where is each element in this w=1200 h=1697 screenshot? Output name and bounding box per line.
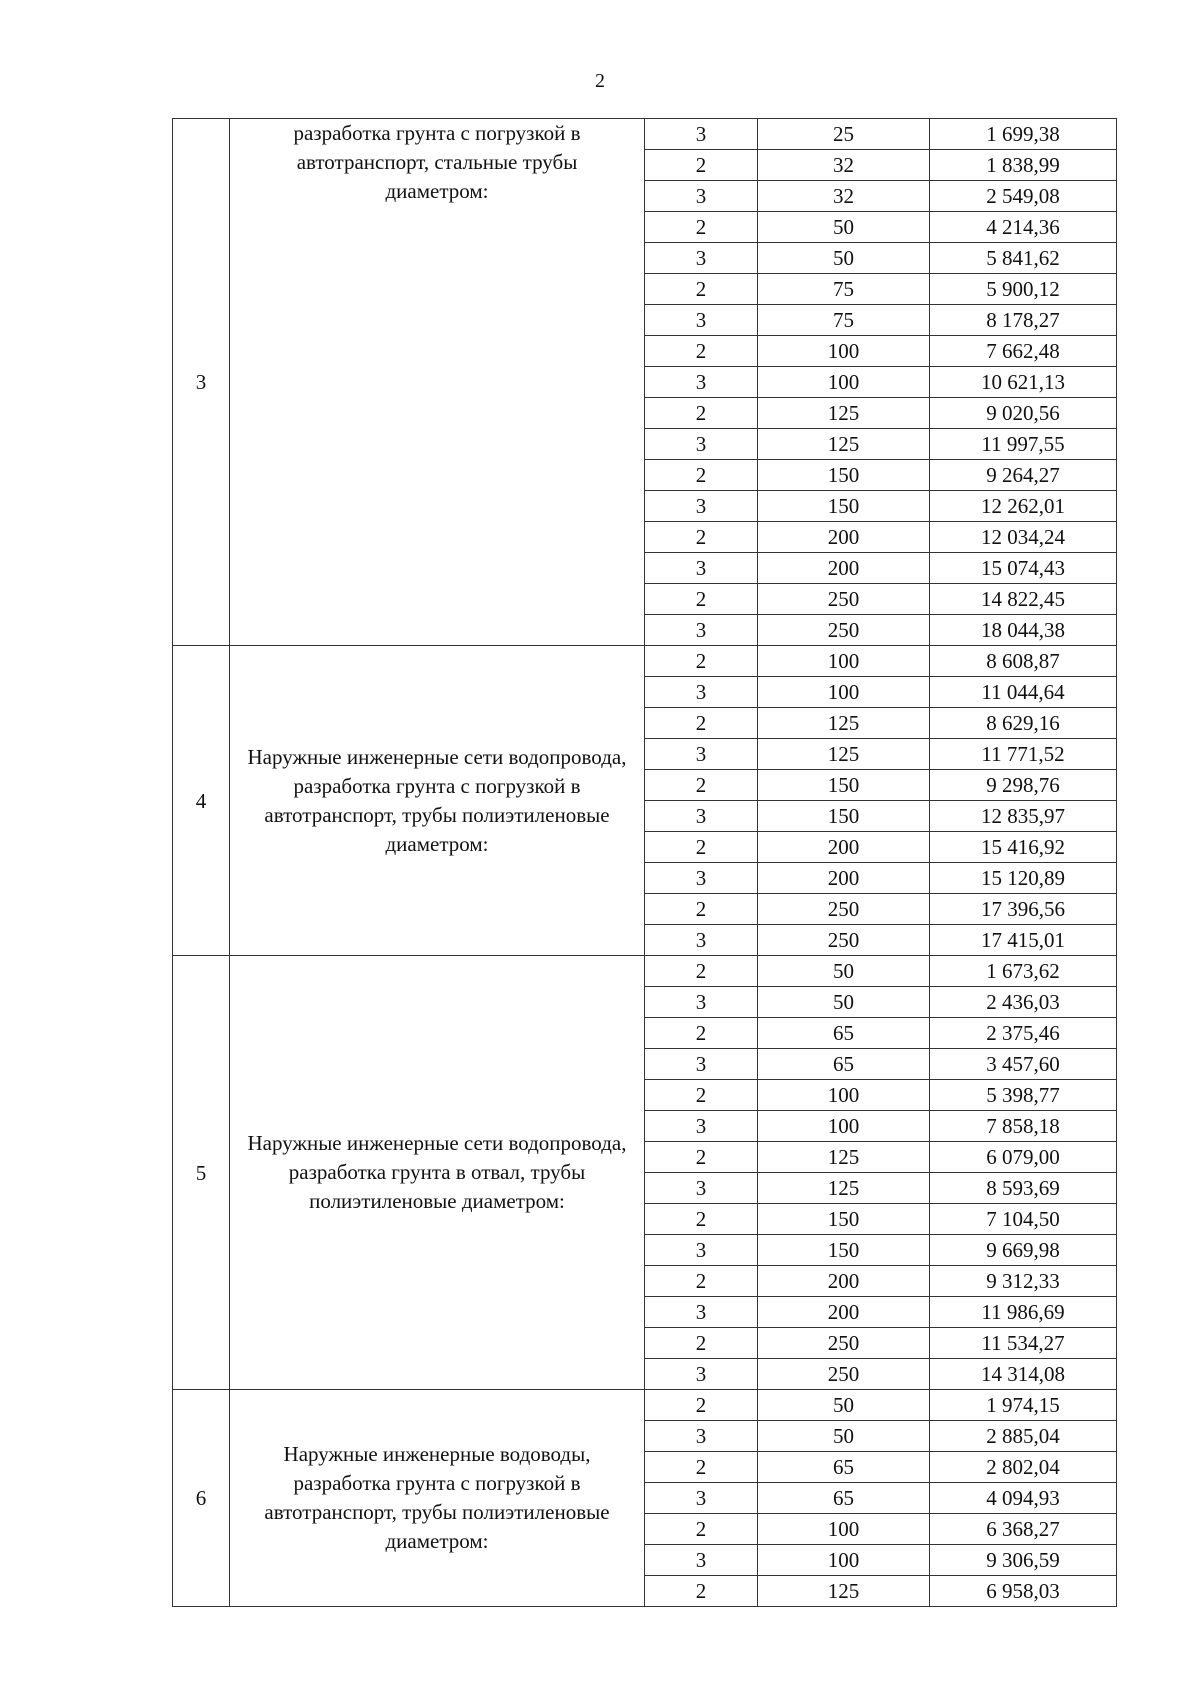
price-cell: 15 074,43 (930, 553, 1117, 584)
pipe-diameter-cell: 100 (758, 367, 930, 398)
price-cell: 5 398,77 (930, 1080, 1117, 1111)
soil-category-cell: 2 (645, 1514, 758, 1545)
price-cell: 8 593,69 (930, 1173, 1117, 1204)
section-number: 6 (173, 1390, 230, 1607)
pipe-diameter-cell: 200 (758, 522, 930, 553)
pipe-diameter-cell: 250 (758, 894, 930, 925)
price-cell: 1 838,99 (930, 150, 1117, 181)
price-cell: 11 986,69 (930, 1297, 1117, 1328)
price-cell: 4 214,36 (930, 212, 1117, 243)
table-row (173, 956, 1117, 987)
price-cell: 9 312,33 (930, 1266, 1117, 1297)
table-row (173, 119, 1117, 150)
soil-category-cell: 2 (645, 460, 758, 491)
soil-category-cell: 3 (645, 801, 758, 832)
soil-category-cell: 2 (645, 1142, 758, 1173)
pipe-diameter-cell: 250 (758, 1359, 930, 1390)
pipe-diameter-cell: 100 (758, 1111, 930, 1142)
price-cell: 11 044,64 (930, 677, 1117, 708)
section-description: Наружные инженерные водоводы, разработка грунта с погрузкой в автотранспорт, трубы полиэтиленовые диаметром: (230, 1390, 645, 1607)
soil-category-cell: 3 (645, 863, 758, 894)
soil-category-cell: 2 (645, 894, 758, 925)
pipe-diameter-cell: 200 (758, 863, 930, 894)
price-cell: 6 368,27 (930, 1514, 1117, 1545)
pipe-diameter-cell: 65 (758, 1018, 930, 1049)
section-description: Наружные инженерные сети водопровода, разработка грунта в отвал, трубы полиэтиленовые диаметром: (230, 956, 645, 1390)
price-cell: 4 094,93 (930, 1483, 1117, 1514)
price-cell: 14 822,45 (930, 584, 1117, 615)
soil-category-cell: 2 (645, 274, 758, 305)
price-cell: 15 120,89 (930, 863, 1117, 894)
pipe-diameter-cell: 125 (758, 1173, 930, 1204)
price-cell: 10 621,13 (930, 367, 1117, 398)
soil-category-cell: 2 (645, 1266, 758, 1297)
price-cell: 9 306,59 (930, 1545, 1117, 1576)
soil-category-cell: 2 (645, 212, 758, 243)
price-cell: 17 415,01 (930, 925, 1117, 956)
pipe-diameter-cell: 150 (758, 1235, 930, 1266)
price-cell: 12 034,24 (930, 522, 1117, 553)
pipe-diameter-cell: 75 (758, 274, 930, 305)
price-cell: 18 044,38 (930, 615, 1117, 646)
soil-category-cell: 3 (645, 243, 758, 274)
soil-category-cell: 3 (645, 429, 758, 460)
price-cell: 17 396,56 (930, 894, 1117, 925)
price-cell: 5 841,62 (930, 243, 1117, 274)
soil-category-cell: 2 (645, 708, 758, 739)
soil-category-cell: 3 (645, 987, 758, 1018)
pipe-diameter-cell: 150 (758, 491, 930, 522)
price-cell: 7 104,50 (930, 1204, 1117, 1235)
table-row (173, 1390, 1117, 1421)
pipe-diameter-cell: 250 (758, 615, 930, 646)
soil-category-cell: 2 (645, 584, 758, 615)
soil-category-cell: 2 (645, 1390, 758, 1421)
soil-category-cell: 2 (645, 150, 758, 181)
pipe-diameter-cell: 32 (758, 150, 930, 181)
soil-category-cell: 3 (645, 1173, 758, 1204)
price-cell: 12 262,01 (930, 491, 1117, 522)
pipe-diameter-cell: 100 (758, 646, 930, 677)
price-cell: 11 534,27 (930, 1328, 1117, 1359)
soil-category-cell: 3 (645, 925, 758, 956)
pipe-diameter-cell: 125 (758, 1142, 930, 1173)
pipe-diameter-cell: 150 (758, 770, 930, 801)
price-cell: 2 885,04 (930, 1421, 1117, 1452)
soil-category-cell: 2 (645, 1576, 758, 1607)
price-cell: 15 416,92 (930, 832, 1117, 863)
soil-category-cell: 3 (645, 1359, 758, 1390)
soil-category-cell: 3 (645, 1421, 758, 1452)
price-cell: 1 699,38 (930, 119, 1117, 150)
price-cell: 7 662,48 (930, 336, 1117, 367)
rates-table-body (173, 119, 1117, 1607)
pipe-diameter-cell: 125 (758, 739, 930, 770)
pipe-diameter-cell: 100 (758, 677, 930, 708)
section-number: 4 (173, 646, 230, 956)
soil-category-cell: 3 (645, 739, 758, 770)
price-cell: 2 436,03 (930, 987, 1117, 1018)
pipe-diameter-cell: 125 (758, 708, 930, 739)
soil-category-cell: 2 (645, 1328, 758, 1359)
soil-category-cell: 3 (645, 1111, 758, 1142)
soil-category-cell: 3 (645, 305, 758, 336)
pipe-diameter-cell: 25 (758, 119, 930, 150)
price-cell: 9 669,98 (930, 1235, 1117, 1266)
price-cell: 8 629,16 (930, 708, 1117, 739)
page-number: 2 (595, 70, 605, 92)
price-cell: 6 958,03 (930, 1576, 1117, 1607)
soil-category-cell: 3 (645, 1049, 758, 1080)
pipe-diameter-cell: 50 (758, 212, 930, 243)
soil-category-cell: 2 (645, 1204, 758, 1235)
soil-category-cell: 2 (645, 522, 758, 553)
pipe-diameter-cell: 50 (758, 987, 930, 1018)
pipe-diameter-cell: 200 (758, 832, 930, 863)
pipe-diameter-cell: 100 (758, 1545, 930, 1576)
pipe-diameter-cell: 200 (758, 553, 930, 584)
soil-category-cell: 2 (645, 1080, 758, 1111)
soil-category-cell: 2 (645, 956, 758, 987)
pipe-diameter-cell: 150 (758, 460, 930, 491)
pipe-diameter-cell: 125 (758, 398, 930, 429)
price-cell: 8 178,27 (930, 305, 1117, 336)
pipe-diameter-cell: 100 (758, 336, 930, 367)
soil-category-cell: 2 (645, 1018, 758, 1049)
pipe-diameter-cell: 50 (758, 1421, 930, 1452)
soil-category-cell: 3 (645, 367, 758, 398)
pipe-diameter-cell: 65 (758, 1483, 930, 1514)
price-cell: 2 802,04 (930, 1452, 1117, 1483)
soil-category-cell: 3 (645, 491, 758, 522)
price-cell: 8 608,87 (930, 646, 1117, 677)
soil-category-cell: 3 (645, 181, 758, 212)
price-cell: 12 835,97 (930, 801, 1117, 832)
price-cell: 11 771,52 (930, 739, 1117, 770)
section-number: 3 (173, 119, 230, 646)
pipe-diameter-cell: 50 (758, 1390, 930, 1421)
soil-category-cell: 3 (645, 677, 758, 708)
price-cell: 11 997,55 (930, 429, 1117, 460)
soil-category-cell: 3 (645, 615, 758, 646)
rates-table (172, 118, 1117, 1607)
pipe-diameter-cell: 150 (758, 1204, 930, 1235)
section-description: разработка грунта с погрузкой в автотранспорт, стальные трубы диаметром: (230, 119, 645, 646)
pipe-diameter-cell: 250 (758, 584, 930, 615)
price-cell: 14 314,08 (930, 1359, 1117, 1390)
pipe-diameter-cell: 200 (758, 1297, 930, 1328)
section-number: 5 (173, 956, 230, 1390)
pipe-diameter-cell: 150 (758, 801, 930, 832)
soil-category-cell: 3 (645, 553, 758, 584)
pipe-diameter-cell: 100 (758, 1080, 930, 1111)
soil-category-cell: 2 (645, 832, 758, 863)
price-cell: 1 974,15 (930, 1390, 1117, 1421)
price-cell: 7 858,18 (930, 1111, 1117, 1142)
pipe-diameter-cell: 32 (758, 181, 930, 212)
price-cell: 5 900,12 (930, 274, 1117, 305)
soil-category-cell: 2 (645, 1452, 758, 1483)
price-cell: 2 375,46 (930, 1018, 1117, 1049)
pipe-diameter-cell: 50 (758, 956, 930, 987)
pipe-diameter-cell: 50 (758, 243, 930, 274)
soil-category-cell: 2 (645, 398, 758, 429)
price-cell: 3 457,60 (930, 1049, 1117, 1080)
table-row (173, 646, 1117, 677)
pipe-diameter-cell: 250 (758, 925, 930, 956)
pipe-diameter-cell: 125 (758, 1576, 930, 1607)
pipe-diameter-cell: 65 (758, 1049, 930, 1080)
pipe-diameter-cell: 65 (758, 1452, 930, 1483)
price-cell: 2 549,08 (930, 181, 1117, 212)
pipe-diameter-cell: 75 (758, 305, 930, 336)
price-cell: 9 298,76 (930, 770, 1117, 801)
pipe-diameter-cell: 125 (758, 429, 930, 460)
soil-category-cell: 3 (645, 1297, 758, 1328)
pipe-diameter-cell: 250 (758, 1328, 930, 1359)
price-cell: 6 079,00 (930, 1142, 1117, 1173)
pipe-diameter-cell: 200 (758, 1266, 930, 1297)
price-cell: 9 264,27 (930, 460, 1117, 491)
soil-category-cell: 3 (645, 1483, 758, 1514)
soil-category-cell: 2 (645, 646, 758, 677)
soil-category-cell: 3 (645, 119, 758, 150)
pipe-diameter-cell: 100 (758, 1514, 930, 1545)
soil-category-cell: 3 (645, 1545, 758, 1576)
price-cell: 1 673,62 (930, 956, 1117, 987)
price-cell: 9 020,56 (930, 398, 1117, 429)
section-description: Наружные инженерные сети водопровода, разработка грунта с погрузкой в автотранспорт, трубы полиэтиленовые диаметром: (230, 646, 645, 956)
soil-category-cell: 2 (645, 770, 758, 801)
soil-category-cell: 2 (645, 336, 758, 367)
soil-category-cell: 3 (645, 1235, 758, 1266)
